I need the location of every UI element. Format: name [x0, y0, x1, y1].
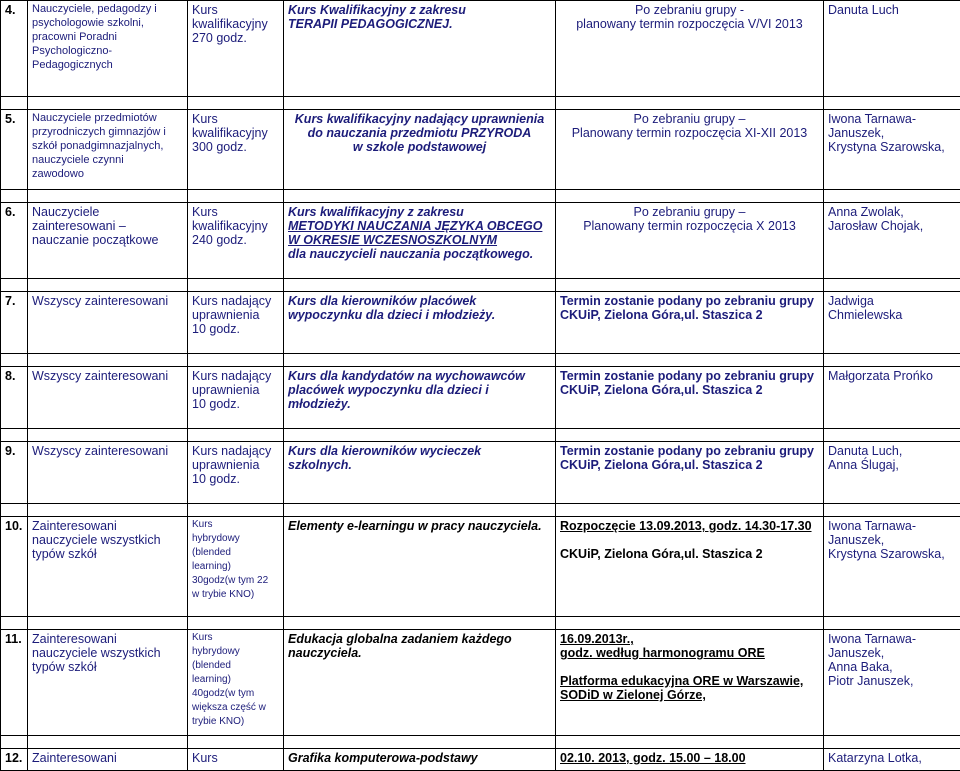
form-line: Kurs [192, 3, 279, 17]
target-line: nauczanie początkowe [32, 233, 183, 247]
cell-term [556, 292, 824, 354]
term-line: CKUiP, Zielona Góra,ul. Staszica 2 [560, 308, 819, 322]
target-line: Nauczyciele przedmiotów [32, 112, 183, 126]
form-line: uprawnienia [192, 308, 279, 322]
spacer-cell [1, 429, 28, 442]
spacer-cell [284, 617, 556, 630]
spacer-cell [284, 279, 556, 292]
cell-form [188, 630, 284, 736]
spacer-cell [556, 279, 824, 292]
target-line: Zainteresowani [32, 519, 183, 533]
spacer-cell [1, 736, 28, 749]
table-row [1, 442, 960, 504]
spacer-cell [824, 429, 960, 442]
cell-person [824, 517, 960, 617]
title-line: METODYKI NAUCZANIA JĘZYKA OBCEGO [288, 219, 551, 233]
cell-person [824, 442, 960, 504]
table-row [1, 110, 960, 190]
target-line: pracowni Poradni [32, 31, 183, 45]
title-line: Kurs dla kierowników placówek [288, 294, 551, 308]
cell-target [28, 367, 188, 429]
spacer-cell [28, 504, 188, 517]
target-line: nauczyciele czynni [32, 154, 183, 168]
cell-person [824, 630, 960, 736]
cell-form [188, 517, 284, 617]
form-line: (blended [192, 660, 279, 674]
cell-target [28, 630, 188, 736]
form-line: Kurs [192, 205, 279, 219]
row-number: 7. [1, 292, 28, 354]
spacer-cell [824, 736, 960, 749]
spacer-cell [556, 190, 824, 203]
spacer-cell [284, 97, 556, 110]
target-line: Nauczyciele, pedagodzy i [32, 3, 183, 17]
cell-form [188, 292, 284, 354]
cell-title [284, 110, 556, 190]
form-line: hybrydowy [192, 646, 279, 660]
spacer-cell [1, 97, 28, 110]
spacer-cell [1, 279, 28, 292]
spacer-cell [556, 617, 824, 630]
person-line: Anna Baka, [828, 660, 956, 674]
spacer-cell [188, 504, 284, 517]
spacer-cell [556, 354, 824, 367]
spacer-cell [28, 190, 188, 203]
row-spacer [1, 190, 960, 203]
target-line: Pedagogicznych [32, 59, 183, 73]
form-line: Kurs nadający [192, 294, 279, 308]
form-line: hybrydowy [192, 533, 279, 547]
term-line [560, 660, 819, 674]
term-line: Termin zostanie podany po zebraniu grupy [560, 294, 819, 308]
form-line: Kurs [192, 519, 279, 533]
person-line: Danuta Luch [828, 3, 956, 17]
form-line: 10 godz. [192, 322, 279, 336]
cell-term [556, 517, 824, 617]
cell-title [284, 630, 556, 736]
form-line: większa część w [192, 702, 279, 716]
spacer-cell [1, 617, 28, 630]
term-line: Po zebraniu grupy - [560, 3, 819, 17]
spacer-cell [28, 279, 188, 292]
row-spacer [1, 279, 960, 292]
cell-person [824, 110, 960, 190]
row-number: 6. [1, 203, 28, 279]
form-line: learning) [192, 561, 279, 575]
table-row [1, 517, 960, 617]
form-line: 240 godz. [192, 233, 279, 247]
row-spacer [1, 504, 960, 517]
spacer-cell [28, 429, 188, 442]
title-line: Kurs kwalifikacyjny nadający uprawnienia [288, 112, 551, 126]
cell-term [556, 203, 824, 279]
cell-title [284, 203, 556, 279]
title-line: nauczyciela. [288, 646, 551, 660]
person-line: Małgorzata Prońko [828, 369, 956, 383]
target-line: Wszyscy zainteresowani [32, 444, 183, 458]
row-spacer [1, 617, 960, 630]
target-line: Zainteresowani [32, 751, 183, 765]
person-line: Iwona Tarnawa- [828, 112, 956, 126]
person-line: Chmielewska [828, 308, 956, 322]
term-line: Po zebraniu grupy – [560, 112, 819, 126]
person-line: Januszek, [828, 533, 956, 547]
table-row [1, 203, 960, 279]
target-line: Wszyscy zainteresowani [32, 369, 183, 383]
cell-target [28, 203, 188, 279]
form-line: Kurs nadający [192, 444, 279, 458]
term-line: planowany termin rozpoczęcia V/VI 2013 [560, 17, 819, 31]
form-line: kwalifikacyjny [192, 219, 279, 233]
row-spacer [1, 736, 960, 749]
spacer-cell [824, 279, 960, 292]
form-line: Kurs nadający [192, 369, 279, 383]
form-line: kwalifikacyjny [192, 126, 279, 140]
target-line: typów szkół [32, 547, 183, 561]
spacer-cell [284, 736, 556, 749]
form-line: 40godz(w tym [192, 688, 279, 702]
person-line: Anna Ślugaj, [828, 458, 956, 472]
person-line: Piotr Januszek, [828, 674, 956, 688]
title-line: wypoczynku dla dzieci i młodzieży. [288, 308, 551, 322]
person-line: Katarzyna Lotka, [828, 751, 956, 765]
term-line [560, 533, 819, 547]
target-line: Wszyscy zainteresowani [32, 294, 183, 308]
row-number: 5. [1, 110, 28, 190]
spacer-cell [188, 617, 284, 630]
term-line: Termin zostanie podany po zebraniu grupy [560, 369, 819, 383]
cell-person [824, 292, 960, 354]
spacer-cell [824, 617, 960, 630]
spacer-cell [824, 354, 960, 367]
table-row [1, 749, 960, 771]
spacer-cell [188, 97, 284, 110]
form-line: Kurs [192, 112, 279, 126]
person-line: Januszek, [828, 126, 956, 140]
row-number: 9. [1, 442, 28, 504]
cell-target [28, 1, 188, 97]
target-line: psychologowie szkolni, [32, 17, 183, 31]
cell-form [188, 203, 284, 279]
title-line: młodzieży. [288, 397, 551, 411]
form-line: uprawnienia [192, 458, 279, 472]
spacer-cell [28, 617, 188, 630]
term-line: CKUiP, Zielona Góra,ul. Staszica 2 [560, 458, 819, 472]
form-line: 30godz(w tym 22 [192, 575, 279, 589]
table-row [1, 367, 960, 429]
target-line: zainteresowani – [32, 219, 183, 233]
title-line: Edukacja globalna zadaniem każdego [288, 632, 551, 646]
row-spacer [1, 354, 960, 367]
term-line: godz. według harmonogramu ORE [560, 646, 819, 660]
spacer-cell [1, 354, 28, 367]
row-number: 8. [1, 367, 28, 429]
cell-title [284, 292, 556, 354]
term-line: Po zebraniu grupy – [560, 205, 819, 219]
cell-form [188, 749, 284, 771]
cell-target [28, 749, 188, 771]
cell-title [284, 749, 556, 771]
spacer-cell [284, 190, 556, 203]
person-line: Januszek, [828, 646, 956, 660]
title-line: Kurs kwalifikacyjny z zakresu [288, 205, 551, 219]
term-line: CKUiP, Zielona Góra,ul. Staszica 2 [560, 547, 819, 561]
cell-form [188, 1, 284, 97]
title-line: szkolnych. [288, 458, 551, 472]
term-line: Platforma edukacyjna ORE w Warszawie, [560, 674, 819, 688]
spacer-cell [188, 190, 284, 203]
row-spacer [1, 97, 960, 110]
cell-title [284, 442, 556, 504]
term-line: Rozpoczęcie 13.09.2013, godz. 14.30-17.30 [560, 519, 819, 533]
cell-form [188, 110, 284, 190]
title-line: placówek wypoczynku dla dzieci i [288, 383, 551, 397]
cell-term [556, 749, 824, 771]
spacer-cell [556, 429, 824, 442]
cell-term [556, 110, 824, 190]
title-line: Grafika komputerowa-podstawy [288, 751, 551, 765]
form-line: kwalifikacyjny [192, 17, 279, 31]
cell-target [28, 442, 188, 504]
title-line: Elementy e-learningu w pracy nauczyciela. [288, 519, 551, 533]
cell-term [556, 1, 824, 97]
form-line: 270 godz. [192, 31, 279, 45]
person-line: Anna Zwolak, [828, 205, 956, 219]
row-number: 12. [1, 749, 28, 771]
spacer-cell [28, 97, 188, 110]
person-line: Krystyna Szarowska, [828, 140, 956, 154]
target-line: Zainteresowani [32, 632, 183, 646]
spacer-cell [284, 504, 556, 517]
target-line: typów szkół [32, 660, 183, 674]
target-line: nauczyciele wszystkich [32, 646, 183, 660]
title-line: TERAPII PEDAGOGICZNEJ. [288, 17, 551, 31]
person-line: Jarosław Chojak, [828, 219, 956, 233]
cell-person [824, 749, 960, 771]
cell-term [556, 442, 824, 504]
form-line: 10 godz. [192, 397, 279, 411]
target-line: nauczyciele wszystkich [32, 533, 183, 547]
form-line: uprawnienia [192, 383, 279, 397]
spacer-cell [1, 190, 28, 203]
term-line: SODiD w Zielonej Górze, [560, 688, 819, 702]
term-line: 16.09.2013r., [560, 632, 819, 646]
title-line: W OKRESIE WCZESNOSZKOLNYM [288, 233, 551, 247]
title-line: Kurs dla kandydatów na wychowawców [288, 369, 551, 383]
cell-person [824, 1, 960, 97]
form-line: Kurs [192, 751, 279, 765]
spacer-cell [824, 190, 960, 203]
cell-person [824, 367, 960, 429]
cell-person [824, 203, 960, 279]
cell-title [284, 517, 556, 617]
form-line: 10 godz. [192, 472, 279, 486]
table-row [1, 1, 960, 97]
row-number: 10. [1, 517, 28, 617]
term-line: CKUiP, Zielona Góra,ul. Staszica 2 [560, 383, 819, 397]
term-line: Planowany termin rozpoczęcia XI-XII 2013 [560, 126, 819, 140]
cell-title [284, 367, 556, 429]
spacer-cell [824, 97, 960, 110]
table-row [1, 630, 960, 736]
title-line: do nauczania przedmiotu PRZYRODA [288, 126, 551, 140]
target-line: Psychologiczno- [32, 45, 183, 59]
spacer-cell [284, 354, 556, 367]
cell-target [28, 517, 188, 617]
spacer-cell [284, 429, 556, 442]
cell-target [28, 110, 188, 190]
term-line: 02.10. 2013, godz. 15.00 – 18.00 [560, 751, 819, 765]
form-line: Kurs [192, 632, 279, 646]
table-row [1, 292, 960, 354]
title-line: Kurs dla kierowników wycieczek [288, 444, 551, 458]
spacer-cell [556, 504, 824, 517]
target-line: szkół ponadgimnazjalnych, [32, 140, 183, 154]
term-line: Planowany termin rozpoczęcia X 2013 [560, 219, 819, 233]
spacer-cell [1, 504, 28, 517]
target-line: Nauczyciele [32, 205, 183, 219]
form-line: 300 godz. [192, 140, 279, 154]
form-line: (blended [192, 547, 279, 561]
spacer-cell [188, 736, 284, 749]
spacer-cell [188, 429, 284, 442]
person-line: Iwona Tarnawa- [828, 632, 956, 646]
form-line: trybie KNO) [192, 716, 279, 730]
form-line: learning) [192, 674, 279, 688]
spacer-cell [188, 279, 284, 292]
person-line: Danuta Luch, [828, 444, 956, 458]
row-number: 4. [1, 1, 28, 97]
person-line: Jadwiga [828, 294, 956, 308]
spacer-cell [188, 354, 284, 367]
term-line: Termin zostanie podany po zebraniu grupy [560, 444, 819, 458]
spacer-cell [28, 736, 188, 749]
row-spacer [1, 429, 960, 442]
title-line: Kurs Kwalifikacyjny z zakresu [288, 3, 551, 17]
title-line: w szkole podstawowej [288, 140, 551, 154]
cell-term [556, 367, 824, 429]
person-line: Krystyna Szarowska, [828, 547, 956, 561]
title-line: dla nauczycieli nauczania początkowego. [288, 247, 551, 261]
person-line: Iwona Tarnawa- [828, 519, 956, 533]
target-line: zawodowo [32, 168, 183, 182]
form-line: w trybie KNO) [192, 589, 279, 603]
spacer-cell [556, 97, 824, 110]
row-number: 11. [1, 630, 28, 736]
cell-title [284, 1, 556, 97]
cell-target [28, 292, 188, 354]
cell-form [188, 442, 284, 504]
spacer-cell [824, 504, 960, 517]
spacer-cell [28, 354, 188, 367]
target-line: przyrodniczych gimnazjów i [32, 126, 183, 140]
spacer-cell [556, 736, 824, 749]
cell-term [556, 630, 824, 736]
cell-form [188, 367, 284, 429]
